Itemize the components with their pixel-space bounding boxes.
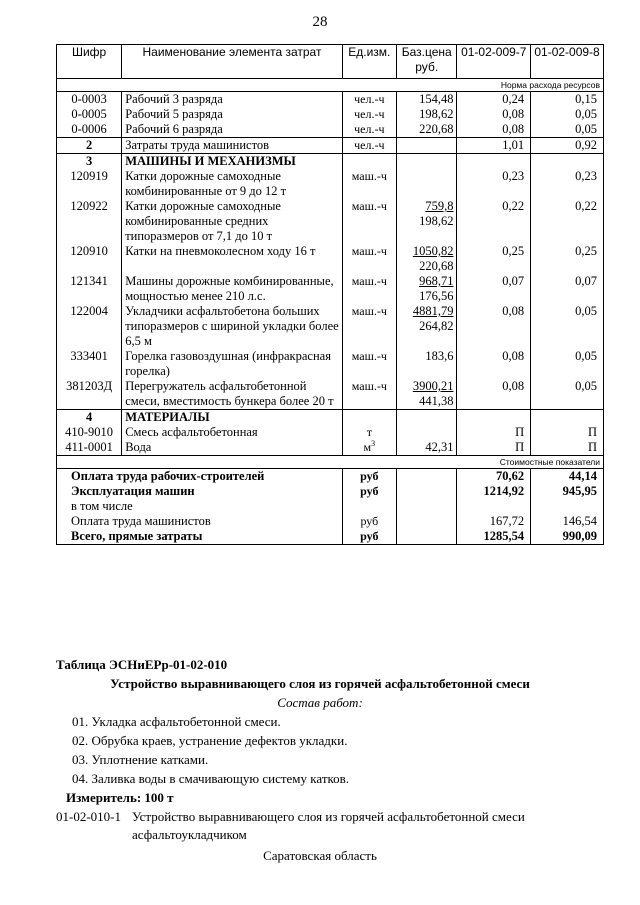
section-materials: 4 МАТЕРИАЛЫ: [57, 410, 604, 426]
table-row: 120919 Катки дорожные самоходные комбинированные от 9 до 12 т маш.-ч 0,23 0,23: [57, 169, 604, 199]
table-row: 333401 Горелка газовоздушная (инфракрасная горелка) маш.-ч 183,6 0,08 0,05: [57, 349, 604, 379]
table-row: 122004 Укладчики асфальтобетона больших типоразмеров с шириной укладки более 6,5 м маш.-ч 4881,79 264,82 0,08 0,05: [57, 304, 604, 349]
header-unit: Ед.изм.: [342, 45, 396, 79]
summary-row: Оплата труда рабочих-строителей руб 70,62 44,14: [57, 469, 604, 485]
composition-title: Состав работ:: [277, 695, 363, 710]
header-code: Шифр: [57, 45, 122, 79]
resource-table: [56, 44, 604, 545]
work-title: Устройство выравнивающего слоя из горячей асфальтобетонной смеси: [110, 676, 530, 691]
table-row: 0-0003 Рабочий 3 разряда чел.-ч 154,48 0,24 0,15: [57, 92, 604, 108]
meter: Измеритель: 100 т: [66, 790, 174, 805]
table-row: 2 Затраты труда машинистов чел.-ч 1,01 0,92: [57, 138, 604, 154]
table-row: 381203Д Перегружатель асфальтобетонной смеси, вместимость бункера более 20 т маш.-ч 3900,21 441,38 0,08 0,05: [57, 379, 604, 410]
step-item: 03. Уплотнение катками.: [72, 752, 209, 767]
table-row: 0-0005 Рабочий 5 разряда чел.-ч 198,62 0,08 0,05: [57, 107, 604, 122]
table-row: 411-0001 Вода $м^3$ 42,31 П П: [57, 440, 604, 456]
header-col2: 01-02-009-8: [531, 45, 604, 79]
item-description-line1: Устройство выравнивающего слоя из горячей асфальтобетонной смеси: [132, 809, 525, 824]
step-item: 02. Обрубка краев, устранение дефектов укладки.: [72, 733, 348, 748]
section-machines: 3 МАШИНЫ И МЕХАНИЗМЫ: [57, 154, 604, 170]
band-norm: Норма расхода ресурсов: [57, 79, 604, 92]
page-number: 28: [312, 14, 328, 30]
summary-row: Эксплуатация машин руб 1214,92 945,95: [57, 484, 604, 499]
table-row: 120910 Катки на пневмоколесном ходу 16 т маш.-ч 1050,82 220,68 0,25 0,25: [57, 244, 604, 274]
header-name: Наименование элемента затрат: [122, 45, 343, 79]
step-item: 01. Укладка асфальтобетонной смеси.: [72, 714, 281, 729]
table-title: Таблица ЭСНиЕРр-01-02-010: [56, 657, 228, 672]
header-col1: 01-02-009-7: [457, 45, 531, 79]
footer-region: Саратовская область: [263, 848, 377, 863]
table-header-row: [57, 45, 604, 79]
band-cost: Стоимостные показатели: [57, 456, 604, 469]
header-price: Баз.цена руб.: [396, 45, 456, 79]
summary-row: в том числе: [57, 499, 604, 514]
table-row: 410-9010 Смесь асфальтобетонная т П П: [57, 425, 604, 440]
summary-row: Оплата труда машинистов руб 167,72 146,54: [57, 514, 604, 529]
summary-row: Всего, прямые затраты руб 1285,54 990,09: [57, 529, 604, 545]
table-row: 121341 Машины дорожные комбинированные, мощностью менее 210 л.с. маш.-ч 968,71 176,56 0,07 0,07: [57, 274, 604, 304]
table-row: 120922 Катки дорожные самоходные комбинированные средних типоразмеров от 7,1 до 10 т маш.-ч 759,8 198,62 0,22 0,22: [57, 199, 604, 244]
item-description-line2: асфальтоукладчиком: [132, 827, 247, 842]
item-code: 01-02-010-1: [56, 809, 121, 824]
step-item: 04. Заливка воды в смачивающую систему катков.: [72, 771, 350, 786]
table-row: 0-0006 Рабочий 6 разряда чел.-ч 220,68 0,08 0,05: [57, 122, 604, 138]
